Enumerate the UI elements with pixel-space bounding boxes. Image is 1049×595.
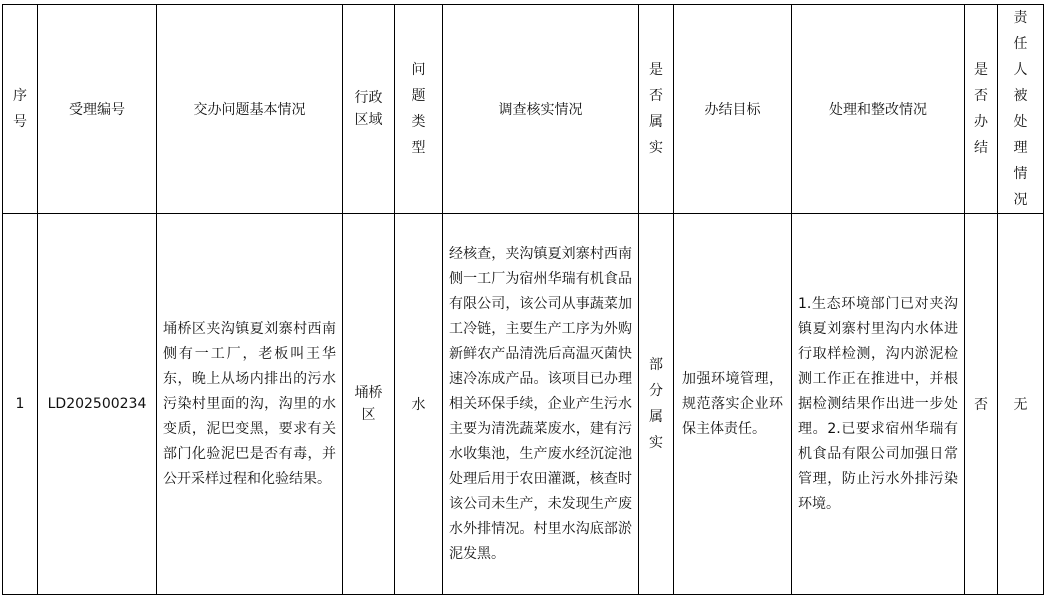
cell-basic-info: 埇桥区夹沟镇夏刘寨村西南侧有一工厂，老板叫王华东，晚上从场内排出的污水污染村里面的沟，沟里的水变质，泥巴变黑，要求有关部门化验泥巴是否有毒，并公开采样过程和化验结果。: [157, 214, 343, 595]
cell-investigation: 经核查，夹沟镇夏刘寨村西南侧一工厂为宿州华瑞有机食品有限公司，该公司从事蔬菜加工冷链，主要生产工序为外购新鲜农产品清洗后高温灭菌快速冷冻成产品。该项目已办理相关环保手续，企业产生污水主要为清洗蔬菜废水，建有污水收集池，生产废水经沉淀池处理后用于农田灌溉，核查时该公司未生产，未发现生产废水外排情况。村里水沟底部淤泥发黑。: [443, 214, 639, 595]
cell-responsible: 无: [998, 214, 1044, 595]
cell-is-closed: 否: [965, 214, 998, 595]
header-target: 办结目标: [674, 5, 792, 214]
header-is-closed: 是否办结: [965, 5, 998, 214]
table-row: [3, 214, 1044, 595]
cell-handling: 1.生态环境部门已对夹沟镇夏刘寨村里沟内水体进行取样检测，沟内淤泥检测工作正在推进中，并根据检测结果作出进一步处理。2.已要求宿州华瑞有机食品有限公司加强日常管理，防止污水外排污染环境。: [792, 214, 965, 595]
cell-is-true: 部分属实: [639, 214, 674, 595]
header-investigation: 调查核实情况: [443, 5, 639, 214]
header-district: 行政区域: [343, 5, 395, 214]
case-table: [2, 4, 1044, 595]
header-row: [3, 5, 1044, 214]
cell-problem-type: 水: [395, 214, 443, 595]
header-is-true: 是否属实: [639, 5, 674, 214]
header-problem-type: 问题类型: [395, 5, 443, 214]
header-basic-info: 交办问题基本情况: [157, 5, 343, 214]
cell-acceptance-no: LD202500234: [38, 214, 157, 595]
cell-district: 埇桥区: [343, 214, 395, 595]
header-seq: 序号: [3, 5, 38, 214]
header-handling: 处理和整改情况: [792, 5, 965, 214]
header-acceptance-no: 受理编号: [38, 5, 157, 214]
cell-seq: 1: [3, 214, 38, 595]
cell-target: 加强环境管理，规范落实企业环保主体责任。: [674, 214, 792, 595]
header-responsible: 责任人被处理情况: [998, 5, 1044, 214]
